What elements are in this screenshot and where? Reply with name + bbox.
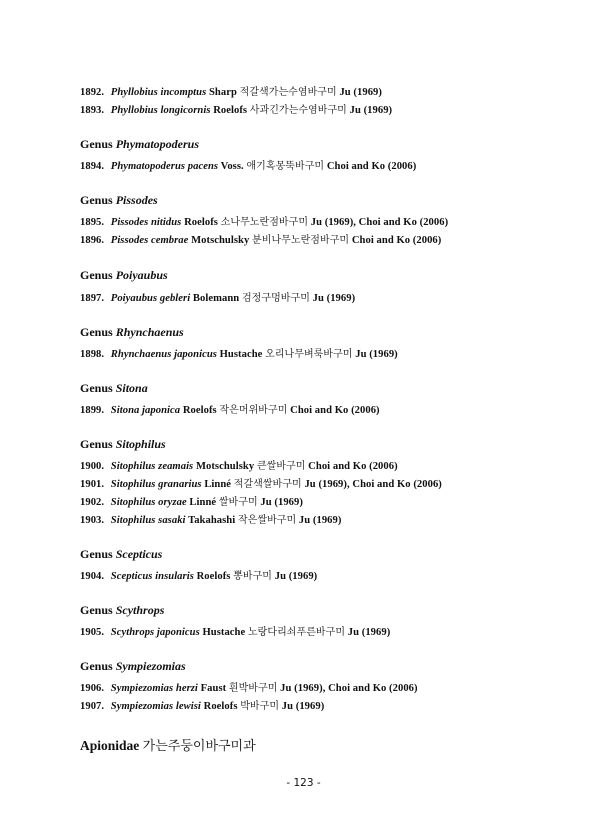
korean-name: 분비나무노란점바구미 — [252, 235, 350, 246]
korean-name: 적갈색가는수염바구미 — [239, 87, 337, 98]
genus-name: Sitona — [115, 381, 148, 395]
scientific-name: Scythrops japonicus — [110, 627, 200, 638]
genus-label: Genus — [80, 268, 113, 282]
entry-number: 1901. — [80, 479, 105, 490]
entry-number: 1898. — [80, 349, 105, 360]
references: Ju (1969) — [281, 701, 325, 712]
scientific-name: Scepticus insularis — [110, 571, 194, 582]
genus-name: Sympiezomias — [115, 659, 186, 673]
korean-name: 쌀바구미 — [218, 497, 258, 508]
entry-number: 1900. — [80, 461, 105, 472]
scientific-name: Rhynchaenus japonicus — [110, 349, 217, 360]
scientific-name: Phyllobius incomptus — [110, 87, 207, 98]
genus-label: Genus — [80, 547, 113, 561]
scientific-name: Phymatopoderus pacens — [110, 161, 219, 172]
references: Choi and Ko (2006) — [326, 161, 417, 172]
entry-number: 1894. — [80, 161, 105, 172]
scientific-name: Sitophilus granarius — [110, 479, 202, 490]
references: Ju (1969) — [260, 497, 303, 508]
author-name: Faust — [200, 683, 227, 694]
author-name: Takahashi — [188, 515, 236, 526]
species-entry — [80, 457, 398, 472]
korean-name: 소나무노란점바구미 — [220, 217, 309, 228]
genus-heading — [80, 437, 166, 452]
korean-name: 큰쌀바구미 — [256, 461, 306, 472]
genus-heading — [80, 193, 158, 208]
genus-label: Genus — [80, 659, 113, 673]
entry-number: 1902. — [80, 497, 105, 508]
genus-heading — [80, 547, 162, 562]
species-entry — [80, 157, 416, 172]
species-entry — [80, 475, 442, 490]
scientific-name: Sympiezomias herzi — [110, 683, 198, 694]
genus-heading — [80, 381, 148, 396]
references: Choi and Ko (2006) — [351, 235, 442, 246]
references: Ju (1969) — [274, 571, 318, 582]
entry-number: 1905. — [80, 627, 105, 638]
species-entry — [80, 401, 380, 416]
references: Ju (1969), Choi and Ko (2006) — [304, 479, 442, 490]
genus-label: Genus — [80, 137, 113, 151]
references: Ju (1969), Choi and Ko (2006) — [310, 217, 449, 228]
genus-heading — [80, 603, 164, 618]
species-entry — [80, 679, 418, 694]
scientific-name: Phyllobius longicornis — [110, 105, 211, 116]
scientific-name: Sympiezomias lewisi — [110, 701, 201, 712]
entry-number: 1893. — [80, 105, 105, 116]
author-name: Motschulsky — [191, 235, 250, 246]
scientific-name: Poiyaubus gebleri — [110, 293, 191, 304]
family-latin-name: Apionidae — [80, 738, 140, 753]
genus-name: Sitophilus — [115, 437, 166, 451]
genus-heading — [80, 325, 184, 340]
species-entry — [80, 697, 324, 712]
genus-name: Scepticus — [115, 547, 163, 561]
scientific-name: Sitona japonica — [110, 405, 181, 416]
references: Ju (1969) — [355, 349, 398, 360]
author-name: Bolemann — [192, 293, 240, 304]
genus-label: Genus — [80, 603, 113, 617]
korean-name: 뽕바구미 — [233, 571, 273, 582]
genus-name: Phymatopoderus — [115, 137, 200, 151]
genus-name: Scythrops — [115, 603, 165, 617]
korean-name: 박바구미 — [240, 701, 280, 712]
author-name: Motschulsky — [195, 461, 255, 472]
author-name: Roelofs — [182, 405, 217, 416]
korean-name: 적갈색쌀바구미 — [233, 479, 302, 490]
species-entry — [80, 623, 390, 638]
page-number: - 123 - — [286, 777, 321, 789]
korean-name: 사과긴가는수염바구미 — [249, 105, 347, 116]
genus-heading — [80, 137, 199, 152]
genus-heading — [80, 659, 186, 674]
author-name: Hustache — [219, 349, 263, 360]
korean-name: 작은머위바구미 — [219, 405, 288, 416]
genus-label: Genus — [80, 437, 113, 451]
korean-name: 검정구멍바구미 — [241, 293, 310, 304]
entry-number: 1892. — [80, 87, 105, 98]
references: Ju (1969) — [349, 105, 393, 116]
species-entry — [80, 213, 448, 228]
genus-label: Genus — [80, 193, 113, 207]
genus-label: Genus — [80, 325, 113, 339]
references: Ju (1969), Choi and Ko (2006) — [280, 683, 418, 694]
author-name: Sharp — [208, 87, 237, 98]
genus-name: Poiyaubus — [115, 268, 168, 282]
species-entry — [80, 511, 341, 526]
entry-number: 1903. — [80, 515, 105, 526]
references: Choi and Ko (2006) — [290, 405, 380, 416]
author-name: Roelofs — [213, 105, 248, 116]
korean-name: 흰박바구미 — [228, 683, 278, 694]
scientific-name: Pissodes nitidus — [110, 217, 182, 228]
species-entry — [80, 493, 303, 508]
species-entry — [80, 345, 398, 360]
genus-label: Genus — [80, 381, 113, 395]
entry-number: 1906. — [80, 683, 105, 694]
entry-number: 1895. — [80, 217, 105, 228]
references: Ju (1969) — [312, 293, 356, 304]
scientific-name: Sitophilus sasaki — [110, 515, 186, 526]
korean-name: 작은쌀바구미 — [237, 515, 297, 526]
species-entry — [80, 101, 392, 116]
author-name: Roelofs — [196, 571, 231, 582]
korean-name: 오리나무벼룩바구미 — [265, 349, 353, 360]
author-name: Roelofs — [184, 217, 218, 228]
references: Ju (1969) — [298, 515, 342, 526]
author-name: Voss. — [220, 161, 244, 172]
species-entry — [80, 567, 317, 582]
author-name: Roelofs — [203, 701, 238, 712]
genus-name: Rhynchaenus — [115, 325, 184, 339]
entry-number: 1904. — [80, 571, 105, 582]
species-entry — [80, 231, 441, 246]
family-heading — [80, 735, 256, 754]
author-name: Linné — [189, 497, 217, 508]
scientific-name: Sitophilus oryzae — [110, 497, 187, 508]
korean-name: 애기혹몽뚝바구미 — [246, 161, 325, 172]
species-entry — [80, 289, 355, 304]
author-name: Linné — [204, 479, 232, 490]
scientific-name: Sitophilus zeamais — [110, 461, 194, 472]
scientific-name: Pissodes cembrae — [110, 235, 189, 246]
family-korean-name: 가는주둥이바구미과 — [142, 739, 256, 754]
korean-name: 노랑다리쇠푸른바구미 — [247, 627, 346, 638]
entry-number: 1897. — [80, 293, 105, 304]
entry-number: 1896. — [80, 235, 105, 246]
species-entry — [80, 83, 382, 98]
entry-number: 1907. — [80, 701, 105, 712]
author-name: Hustache — [202, 627, 246, 638]
references: Ju (1969) — [339, 87, 382, 98]
references: Ju (1969) — [347, 627, 391, 638]
genus-heading — [80, 268, 168, 283]
genus-name: Pissodes — [115, 193, 158, 207]
entry-number: 1899. — [80, 405, 105, 416]
references: Choi and Ko (2006) — [308, 461, 398, 472]
